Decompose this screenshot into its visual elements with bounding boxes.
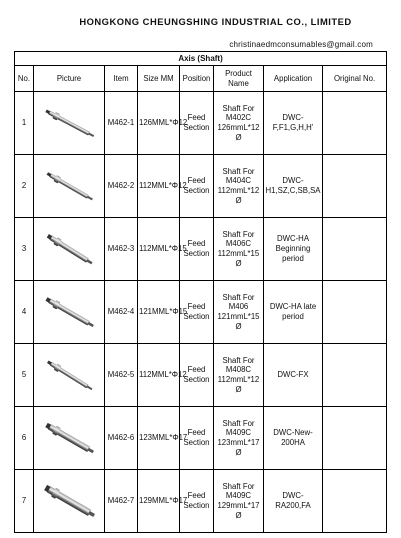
- shaft-image: [36, 284, 102, 340]
- cell-no: 5: [15, 344, 34, 407]
- col-header-product-name: Product Name: [214, 66, 264, 92]
- shaft-image: [36, 347, 102, 403]
- cell-original-no: [323, 281, 387, 344]
- cell-item: M462-7: [105, 470, 138, 533]
- col-header-original-no: Original No.: [323, 66, 387, 92]
- shaft-image: [36, 410, 102, 466]
- cell-item: M462-2: [105, 155, 138, 218]
- cell-position: Feed Section: [180, 92, 214, 155]
- cell-position: Feed Section: [180, 344, 214, 407]
- table-title: Axis (Shaft): [15, 52, 387, 66]
- cell-no: 1: [15, 92, 34, 155]
- table-row: [15, 344, 387, 407]
- cell-original-no: [323, 344, 387, 407]
- cell-original-no: [323, 92, 387, 155]
- col-header-picture: Picture: [34, 66, 105, 92]
- cell-application: DWC-H1,SZ,C,SB,SA: [264, 155, 323, 218]
- cell-product-name: Shaft For M402C 126mmL*12 Ø: [214, 92, 264, 155]
- cell-size: 129MML*Φ17: [138, 470, 180, 533]
- cell-picture: [34, 470, 105, 533]
- cell-size: 112MML*Φ15: [138, 218, 180, 281]
- cell-no: 3: [15, 218, 34, 281]
- cell-picture: [34, 155, 105, 218]
- cell-application: DWC-HA late period: [264, 281, 323, 344]
- cell-original-no: [323, 470, 387, 533]
- cell-item: M462-5: [105, 344, 138, 407]
- cell-item: M462-6: [105, 407, 138, 470]
- cell-original-no: [323, 218, 387, 281]
- cell-item: M462-3: [105, 218, 138, 281]
- cell-no: 6: [15, 407, 34, 470]
- contact-email: christinaedmconsumables@gmail.com: [229, 40, 373, 49]
- cell-application: DWC-New-200HA: [264, 407, 323, 470]
- cell-product-name: Shaft For M406 121mmL*15 Ø: [214, 281, 264, 344]
- shaft-table: [14, 51, 387, 533]
- cell-picture: [34, 344, 105, 407]
- header-row: [15, 66, 387, 92]
- cell-original-no: [323, 155, 387, 218]
- cell-position: Feed Section: [180, 470, 214, 533]
- table-row: [15, 281, 387, 344]
- col-header-application: Application: [264, 66, 323, 92]
- cell-picture: [34, 92, 105, 155]
- shaft-image: [36, 95, 102, 151]
- cell-application: DWC-FX: [264, 344, 323, 407]
- cell-size: 112MML*Φ12: [138, 344, 180, 407]
- cell-size: 123MML*Φ17: [138, 407, 180, 470]
- cell-application: DWC-RA200,FA: [264, 470, 323, 533]
- company-name: HONGKONG CHEUNGSHING INDUSTRIAL CO., LIMITED: [79, 16, 352, 27]
- shaft-image: [36, 158, 102, 214]
- table-row: [15, 218, 387, 281]
- cell-product-name: Shaft For M409C 123mmL*17 Ø: [214, 407, 264, 470]
- cell-size: 121MML*Φ15: [138, 281, 180, 344]
- table-row: [15, 407, 387, 470]
- cell-position: Feed Section: [180, 281, 214, 344]
- cell-item: M462-1: [105, 92, 138, 155]
- cell-application: DWC-F,F1,G,H,H': [264, 92, 323, 155]
- cell-position: Feed Section: [180, 155, 214, 218]
- cell-application: DWC-HA Beginning period: [264, 218, 323, 281]
- table-title-row: [15, 52, 387, 66]
- table-row: [15, 92, 387, 155]
- col-header-item: Item: [105, 66, 138, 92]
- col-header-position: Position: [180, 66, 214, 92]
- col-header-size: Size MM: [138, 66, 180, 92]
- cell-original-no: [323, 407, 387, 470]
- cell-picture: [34, 281, 105, 344]
- cell-position: Feed Section: [180, 407, 214, 470]
- cell-position: Feed Section: [180, 218, 214, 281]
- shaft-image: [36, 473, 102, 529]
- cell-product-name: Shaft For M404C 112mmL*12 Ø: [214, 155, 264, 218]
- cell-picture: [34, 218, 105, 281]
- shaft-image: [36, 221, 102, 277]
- table-row: [15, 470, 387, 533]
- cell-product-name: Shaft For M408C 112mmL*12 Ø: [214, 344, 264, 407]
- col-header-no: No.: [15, 66, 34, 92]
- cell-size: 126MML*Φ12: [138, 92, 180, 155]
- cell-no: 7: [15, 470, 34, 533]
- cell-product-name: Shaft For M406C 112mmL*15 Ø: [214, 218, 264, 281]
- cell-no: 2: [15, 155, 34, 218]
- table-row: [15, 155, 387, 218]
- cell-product-name: Shaft For M409C 129mmL*17 Ø: [214, 470, 264, 533]
- cell-no: 4: [15, 281, 34, 344]
- cell-picture: [34, 407, 105, 470]
- cell-size: 112MML*Φ12: [138, 155, 180, 218]
- cell-item: M462-4: [105, 281, 138, 344]
